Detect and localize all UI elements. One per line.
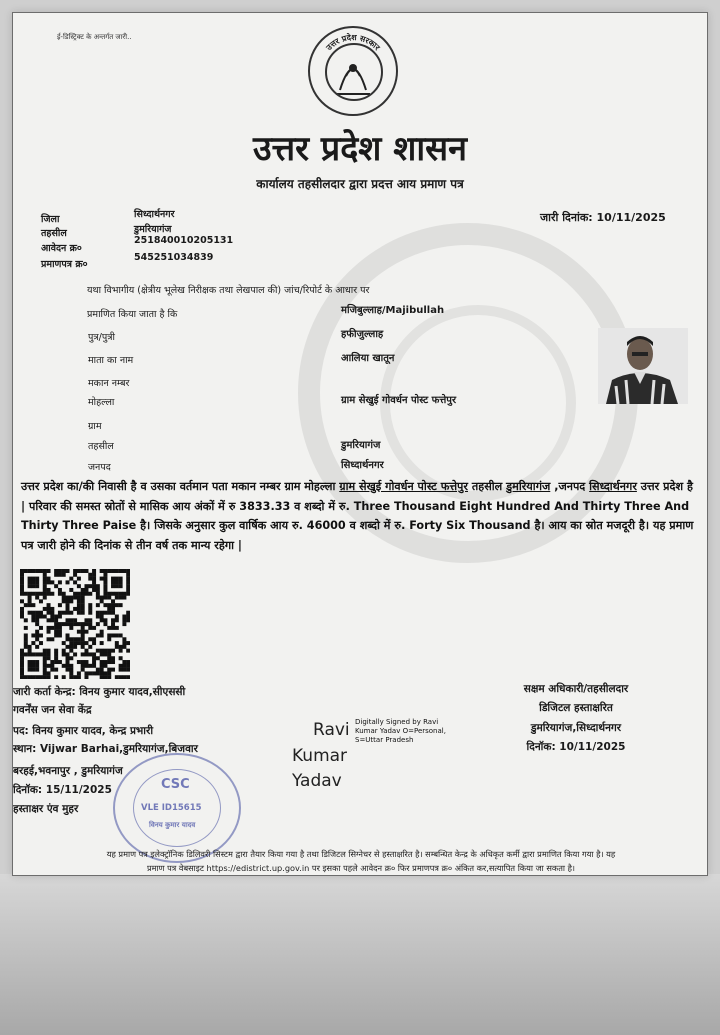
- issuer-line-2: गवर्नेंस जन सेवा केंद्र: [13, 704, 92, 716]
- field-value-name: मजिबुल्लाह/Majibullah: [341, 305, 445, 316]
- up-government-emblem: [308, 26, 398, 116]
- meta-value-certificate-no: 545251034839: [134, 252, 214, 263]
- authority-line-4: दिनॉक: 10/11/2025: [526, 741, 626, 753]
- field-value-district: सिध्दार्थनगर: [341, 460, 384, 471]
- field-value-tehsil: डुमरियागंज: [341, 440, 381, 451]
- signature-meta-1: Digitally Signed by Ravi: [355, 718, 439, 726]
- emblem-text: उत्तर प्रदेश सरकार: [324, 32, 382, 53]
- meta-label-tehsil: तहसील: [41, 228, 67, 239]
- field-label-house-no: मकान नम्बर: [88, 378, 130, 389]
- stamp-csc-text: CSC: [161, 777, 190, 792]
- field-value-locality: ग्राम सेखुई गोवर्धन पोस्ट फत्तेपुर: [341, 395, 457, 406]
- intro-line-1: यथा विभागीय (क्षेत्रीय भूलेख निरीक्षक तथा लेखपाल की) जांच/रिपोर्ट के आधार पर: [87, 285, 370, 296]
- header-note: ई-डिस्ट्रिक्ट के अन्तर्गत जारी..: [57, 33, 132, 41]
- authority-line-3: डुमरियागंज,सिध्दार्थनगर: [530, 722, 622, 734]
- para-part-1: उत्तर प्रदेश का/की निवासी है व उसका वर्तमान पता मकान नम्बर ग्राम मोहल्ला: [21, 480, 340, 493]
- field-value-parent: हफीजुल्लाह: [341, 329, 384, 340]
- issue-date: जारी दिनांक: 10/11/2025: [540, 211, 666, 224]
- issuer-line-6: दिनॉक: 15/11/2025: [13, 784, 112, 796]
- verification-qr-code: [20, 569, 130, 679]
- signature-meta-3: S=Uttar Pradesh: [355, 736, 414, 744]
- signature-name-line-1: Ravi: [313, 720, 350, 740]
- intro-line-2: प्रमाणित किया जाता है कि: [87, 309, 178, 320]
- authority-line-1: सक्षम अधिकारी/तहसीलदार: [523, 683, 629, 695]
- issuer-line-4: स्थान: Vijwar Barhai,डुमरियागंज,बिजवार: [13, 743, 198, 755]
- authority-line-2: डिजिटल हस्ताक्षरित: [539, 702, 613, 714]
- document-title: उत्तर प्रदेश शासन: [252, 129, 467, 169]
- footer-line-2: प्रमाण पत्र वेबसाइट https://edistrict.up.gov.in पर इसका पहले आवेदन क्र० फिर प्रमाणपत्र क्र० अंकित कर,सत्यापित किया जा सकता है।: [146, 863, 576, 873]
- issuer-line-3: पद: विनय कुमार यादव, केन्द्र प्रभारी: [13, 725, 154, 737]
- background-surface: [0, 874, 720, 1035]
- issuer-line-7: हस्ताक्षर एंव मुहर: [13, 803, 79, 815]
- stamp-id-text: VLE ID15615: [141, 803, 202, 813]
- signature-name-line-2: Kumar: [292, 746, 348, 766]
- certificate-sheet: [12, 12, 708, 876]
- field-label-village: ग्राम: [88, 421, 102, 432]
- field-label-tehsil: तहसील: [88, 441, 114, 452]
- footer-line-1: यह प्रमाण पत्र इलेक्ट्रॉनिक डिलिवरी सिस्टम द्वारा तैयार किया गया है तथा डिजिटल सिग्नेचर से हस्ताक्षरित है। सम्बन्धित केन्द्र के अधिकृत कर्मी द्वारा प्रमाणित किया गया है। यह: [106, 849, 616, 859]
- meta-label-certificate-no: प्रमाणपत्र क्र०: [41, 259, 88, 270]
- issuer-line-5: बरहई,भवनापुर , डुमरियागंज: [13, 765, 123, 777]
- field-value-mother: आलिया खातून: [341, 353, 395, 364]
- field-label-mother: माता का नाम: [88, 355, 134, 366]
- signature-name-line-3: Yadav: [292, 771, 342, 791]
- stamp-name-text: विनय कुमार यादव: [149, 821, 196, 829]
- field-label-district: जनपद: [88, 462, 111, 473]
- para-tehsil: डुमरियागंज: [506, 480, 551, 493]
- meta-value-application-no: 251840010205131: [134, 235, 234, 246]
- para-part-3: ,जनपद: [550, 480, 590, 493]
- para-district: सिध्दार्थनगर: [589, 480, 637, 493]
- meta-label-application-no: आवेदन क्र०: [41, 243, 82, 254]
- issuer-line-1: जारी कर्ता केन्द्र: विनय कुमार यादव,सीएससी: [13, 686, 186, 698]
- meta-value-tehsil: डुमरियागंज: [134, 224, 172, 235]
- field-label-locality: मोहल्ला: [88, 397, 115, 408]
- document-subtitle: कार्यालय तहसीलदार द्वारा प्रदत्त आय प्रमाण पत्र: [256, 177, 464, 191]
- para-part-4: उत्तर प्रदेश है | परिवार की समस्त स्रोतों से मासिक आय अंकों में रु 3833.33 व शब्दो में रु. Three Thousand Eight Hundred And Thirty Three And Thirty Three Paise है। जिसके अनुसार कुल वार्षिक आय रु. 46000 व शब्दो में रु. Forty Six Thousand है। आय का स्रोत मजदूरी है। यह प्रमाण पत्र जारी होने की दिनांक से तीन वर्ष तक मान्य रहेगा |: [21, 480, 694, 552]
- footer-note: [23, 847, 699, 875]
- field-label-parent: पुत्र/पुत्री: [88, 332, 115, 343]
- meta-label-district: जिला: [41, 214, 60, 225]
- certificate-paragraph: [21, 477, 697, 555]
- applicant-photo: [598, 328, 688, 404]
- para-part-2: तहसील: [468, 480, 507, 493]
- meta-value-district: सिध्दार्थनगर: [134, 209, 175, 220]
- para-address: ग्राम सेखुई गोवर्धन पोस्ट फत्तेपुर: [339, 480, 468, 493]
- signature-meta-2: Kumar Yadav O=Personal,: [355, 727, 446, 735]
